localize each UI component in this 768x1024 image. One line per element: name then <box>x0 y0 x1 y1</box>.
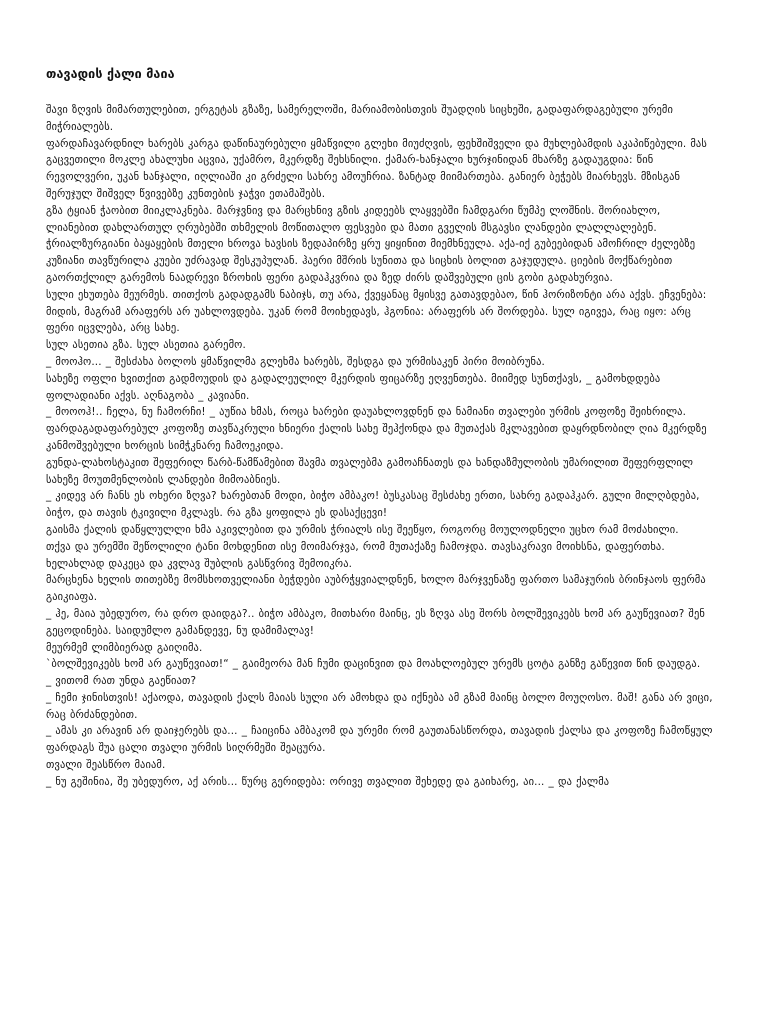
paragraph: ფარდაგადაფარებულ კოფოზე თავწაკრული ხნიერი ქალის სახე შეჰქონდა და მუთაქას მკლავებით დაყრდნობილ ღია მკერდზე კანმოშვებული ხორცის სიმჭკნარე ჩამოეკიდა. <box>46 423 707 452</box>
document-title: თავადის ქალი მაია <box>46 66 175 81</box>
paragraph: ფარდაჩავარდნილ ხარებს კარგა დაწინაურებული ყმაწვილი გლეხი მიუძღვის, ფეხშიშველი და მუხლებამდის აკაპიწებული. მას გაცვეთილი მოკლე ახალუხი აცვია, უქამრო, მკერდზე შეხსნილი. ქამარ-ხანჯალი ხურჯინიდან მხარზე გადაუგდია: წინ რევოლვერი, უკან ხანჯალი, იღლიაში კი გრძელი სახრე ამოუჩრია. ზანტად მიიმართება. განიერ ბეჭებს მიარხევს. მზისგან შერუჯულ შიშველ წვივებზე კუნთების ჯაჭვი ეთამაშებს. <box>46 137 707 200</box>
paragraph: სულ ასეთია გზა. სულ ასეთია გარემო. <box>46 339 246 352</box>
paragraph: _ ნუ გეშინია, შე უბედურო, აქ არის... წურც გერიდება: ორივე თვალით შეხედე და გაიხარე, აი... _ და ქალმა <box>46 775 610 788</box>
paragraph: _ მოოოჰ!.. ჩელა, ნუ ჩამორჩი! _ აუწია ხმას, როცა ხარები დაუახლოვდნენ და ნამიანი თვალები ურმის კოფოზე შეიხრილა. <box>46 406 687 419</box>
paragraph: თქვა და ურემში შეწოლილი ტანი მოხდენით ისე მოიმარჯვა, რომ მუთაქაზე ჩამოჯდა. თავსაკრავი მოიხსნა, დაფერთხა. ხელახლად დაკეცა და კვლავ შუბლის გასწვრივ შემოიკრა. <box>46 540 665 570</box>
paragraph: გაისმა ქალის დაწყლულლი ხმა აკივლებით და ურმის ჭრიალს ისე შეეწყო, როგორც მოულოდნელი უცხო რამ მოძახილი. <box>46 523 679 536</box>
paragraph: _ კიდევ არ ჩანს ეს ოხერი ზღვა? ხარებთან მოდი, ბიჭო ამბაკო! ბუსკასაც შესძახე ერთი, სახრე გადაჰკარ. გული მილღბდება, ბიჭო, და თავის ტკივილი მკლავს. რა გზა ყოფილა ეს დასაქცევი! <box>46 490 700 520</box>
paragraph: _ ჰე, მაია უბედურო, რა დრო დაიდგა?.. ბიჭო ამბაკო, მითხარი მაინც, ეს ზღვა ასე შორს ბოლშევიკებს ხომ არ გაუწევიათ? შენ გეცოდინება. საიდუმლო გამანდევე, ნუ დამიმალავ! <box>46 607 705 637</box>
document-body <box>46 102 716 791</box>
paragraph: სახეზე ოფლი ხვითქით გადმოუდის და გადალეულილ მკერდის ფიცარზე ეღვენთება. მიიმედ სუნთქავს, _ გამოხდდება ფოლადიანი აქვს. აღნაგობა _ კავიანი. <box>46 372 661 402</box>
paragraph: გზა ტყიან ჭაობით მიიკლაკნება. მარჯვნივ და მარცხნივ გზის კიდეებს ლაყვებში ჩამდგარი წუმპე ლოშნის. შორიახლო, ლიანებით დახლართულ ღრუბებში თხმელის მოწითალო ფესვები და მათი გველის მსგავსი ლანდები ლალლალებენ. ჭრიალზურგიანი ბაყაყების მთელი ხროვა ხავსის ზედაპირზე ყრუ ყიყინით მიემხნეულა. აქა-იქ გუბეებიდან ამოჩრილ ძელებზე კუზიანი თავწურილა კუები უძრავად შესკუპულან. ჰაერი მშრის სუნითა და სიცხის ბოლით გაჯუდულა. ციების მოქწარებით გაორთქლილ გარემოს ნაადრევი ზროხის ფერი გადაჰკვრია და ზედ ძირს დაშვებული ცის გობი გადახურვია. <box>46 204 696 284</box>
paragraph: გუნდა-ლახოსტაკით შეფერილ წარბ-წამწამებით შავმა თვალებმა გამოაჩნათეს და ხანდაზმულობის უმარილით შეფერფლილ სახეზე მოუთმენლობის ლანდები მიმოაბნიეს. <box>46 456 694 486</box>
paragraph: _ ვითომ რათ უნდა გაეწიათ? <box>46 675 197 688</box>
paragraph: სული ეხუთება მეურმეს. თითქოს გადადგამს ნაბიჯს, თუ არა, ქვეყანაც მყისვე გათავდებაო, წინ ჰორიზონტი არა აქვს. ეჩვენება: მიდის, მაგრამ არაფერს არ უახლოვდება. უკან რომ მოიხედავს, ჰგონია: არაფერს არ შორდება. სულ იგივეა, რაც იყო: არც ფერი იცვლება, არც სახე. <box>46 288 707 335</box>
paragraph: _ ჩემი ჯინისთვის! აქაოდა, თავადის ქალს მაიას სული არ ამოხდა და იქნება ამ გზამ მაინც ბოლო მოუღოსო. მაშ! განა არ ვიცი, რაც ბრძანდებით. <box>46 691 713 721</box>
paragraph: თვალი შეასწრო მაიამ. <box>46 759 166 772</box>
paragraph: `ბოლშევიკებს ხომ არ გაუწევიათ!“ _ გაიმეორა მან ჩუმი დაცინვით და მოახლოებულ ურემს ცოტა განზე გაწევით წინ დაუდგა. <box>46 658 701 671</box>
paragraph: _ მოოჰო... _ შესძახა ბოლოს ყმაწვილმა გლეხმა ხარებს, შესდგა და ურმისაკენ პირი მოიბრუნა. <box>46 355 545 368</box>
paragraph: მეურმემ ლიმბიერად გაიღიმა. <box>46 641 203 654</box>
paragraph: _ ამას კი არავინ არ დაიჯერებს და... _ ჩაიცინა ამბაკომ და ურემი რომ გაუთანასწორდა, თავადის ქალსა და კოფოზე ჩამოწყულ ფარდაგს შუა ცალი თვალი ურმის სიღრმეში შეაცურა. <box>46 725 713 755</box>
paragraph: მარცხენა ხელის თითებზე მომსხოთველიანი ბეჭდები აუბრჭყვიალდნენ, ხოლო მარჯვენაზე ფართო სამაჯურის ბრინჯაოს ფერმა გაიკიაფა. <box>46 574 706 604</box>
paragraph: შავი ზღვის მიმართულებით, ერგეტას გზაზე, სამერელოში, მარიამობისთვის შუადღის სიცხეში, გადაფარდაგებული ურემი მიჭრიალებს. <box>46 104 674 133</box>
